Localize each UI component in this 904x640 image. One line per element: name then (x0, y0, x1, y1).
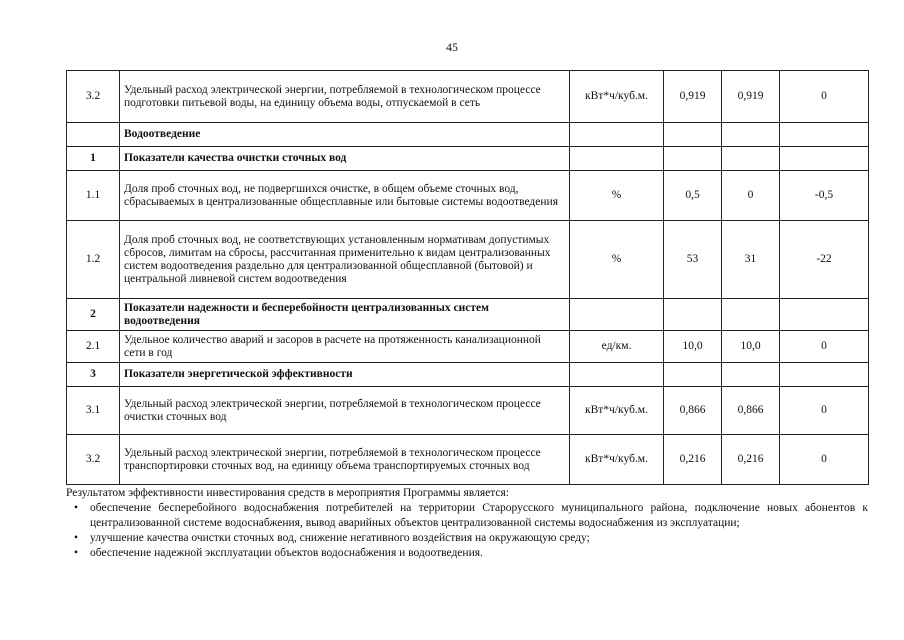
value-cell: 0,5 (664, 171, 722, 221)
list-item (66, 546, 868, 561)
unit-cell: % (570, 221, 664, 299)
section-row (67, 299, 869, 331)
indicator-name: Доля проб сточных вод, не соответствующих установленным нормативам допустимых сбросов, лимитам на сбросы, рассчитанная применительно к видам централизованных систем водоотведения раздельно для централизованной общесплавной (бытовой) и центральной ливневой систем водоотведения (120, 221, 570, 299)
summary-intro: Результатом эффективности инвестирования средств в мероприятия Программы является: (66, 487, 509, 499)
table-row (67, 71, 869, 123)
value-cell: 31 (722, 221, 780, 299)
table-row (67, 221, 869, 299)
summary-section (66, 486, 868, 561)
section-row (67, 147, 869, 171)
value-cell (722, 299, 780, 331)
row-number: 3.2 (67, 71, 120, 123)
value-cell: 0 (780, 331, 869, 363)
indicator-name: Удельный расход электрической энергии, потребляемой в технологическом процессе транспортировки сточных вод, на единицу объема транспортируемых сточных вод (120, 435, 570, 485)
table-row (67, 435, 869, 485)
list-item-text: обеспечение надежной эксплуатации объектов водоснабжения и водоотведения. (90, 547, 483, 559)
unit-cell (570, 123, 664, 147)
unit-cell (570, 299, 664, 331)
table-row (67, 331, 869, 363)
value-cell: 0,866 (664, 387, 722, 435)
row-number (67, 123, 120, 147)
value-cell (722, 147, 780, 171)
section-title: Показатели надежности и бесперебойности централизованных систем водоотведения (120, 299, 570, 331)
value-cell: 0,866 (722, 387, 780, 435)
value-cell: 0 (722, 171, 780, 221)
value-cell: 0,919 (664, 71, 722, 123)
value-cell: -0,5 (780, 171, 869, 221)
section-title: Показатели качества очистки сточных вод (120, 147, 570, 171)
indicator-name: Удельное количество аварий и засоров в расчете на протяженность канализационной сети в год (120, 331, 570, 363)
value-cell (664, 299, 722, 331)
bullet-icon: • (74, 532, 79, 544)
value-cell: 53 (664, 221, 722, 299)
row-number: 3 (67, 363, 120, 387)
value-cell (722, 363, 780, 387)
indicator-name: Удельный расход электрической энергии, потребляемой в технологическом процессе подготовки питьевой воды, на единицу объема воды, отпускаемой в сеть (120, 71, 570, 123)
value-cell (780, 123, 869, 147)
table-row (67, 171, 869, 221)
value-cell (780, 299, 869, 331)
value-cell (664, 123, 722, 147)
bullet-icon: • (74, 547, 79, 559)
unit-cell: % (570, 171, 664, 221)
value-cell (722, 123, 780, 147)
unit-cell: кВт*ч/куб.м. (570, 387, 664, 435)
value-cell (664, 363, 722, 387)
list-item (66, 531, 868, 546)
unit-cell (570, 363, 664, 387)
section-title: Водоотведение (120, 123, 570, 147)
indicators-table (66, 70, 869, 485)
unit-cell: ед/км. (570, 331, 664, 363)
section-row (67, 363, 869, 387)
value-cell: 10,0 (664, 331, 722, 363)
unit-cell: кВт*ч/куб.м. (570, 435, 664, 485)
value-cell: 0,216 (664, 435, 722, 485)
unit-cell (570, 147, 664, 171)
summary-list (66, 501, 868, 561)
list-item-text: обеспечение бесперебойного водоснабжения потребителей на территории Старорусского муниципального района, подключение новых абонентов к централизованной системе водоснабжения, вывод аварийных объектов централизованной системы водоснабжения из эксплуатации; (90, 502, 868, 529)
section-row (67, 123, 869, 147)
row-number: 3.1 (67, 387, 120, 435)
value-cell: 0 (780, 387, 869, 435)
indicator-name: Доля проб сточных вод, не подвергшихся очистке, в общем объеме сточных вод, сбрасываемых в централизованные общесплавные или бытовые системы водоотведения (120, 171, 570, 221)
indicator-name: Удельный расход электрической энергии, потребляемой в технологическом процессе очистки сточных вод (120, 387, 570, 435)
row-number: 3.2 (67, 435, 120, 485)
value-cell: 0,216 (722, 435, 780, 485)
value-cell: 10,0 (722, 331, 780, 363)
row-number: 2 (67, 299, 120, 331)
value-cell: -22 (780, 221, 869, 299)
value-cell: 0,919 (722, 71, 780, 123)
value-cell: 0 (780, 435, 869, 485)
value-cell (780, 363, 869, 387)
list-item (66, 501, 868, 531)
row-number: 1.2 (67, 221, 120, 299)
row-number: 1 (67, 147, 120, 171)
page-number: 45 (446, 40, 458, 54)
value-cell (780, 147, 869, 171)
list-item-text: улучшение качества очистки сточных вод, снижение негативного воздействия на окружающую среду; (90, 532, 590, 544)
row-number: 2.1 (67, 331, 120, 363)
bullet-icon: • (74, 502, 79, 514)
section-title: Показатели энергетической эффективности (120, 363, 570, 387)
value-cell (664, 147, 722, 171)
unit-cell: кВт*ч/куб.м. (570, 71, 664, 123)
value-cell: 0 (780, 71, 869, 123)
row-number: 1.1 (67, 171, 120, 221)
table-row (67, 387, 869, 435)
